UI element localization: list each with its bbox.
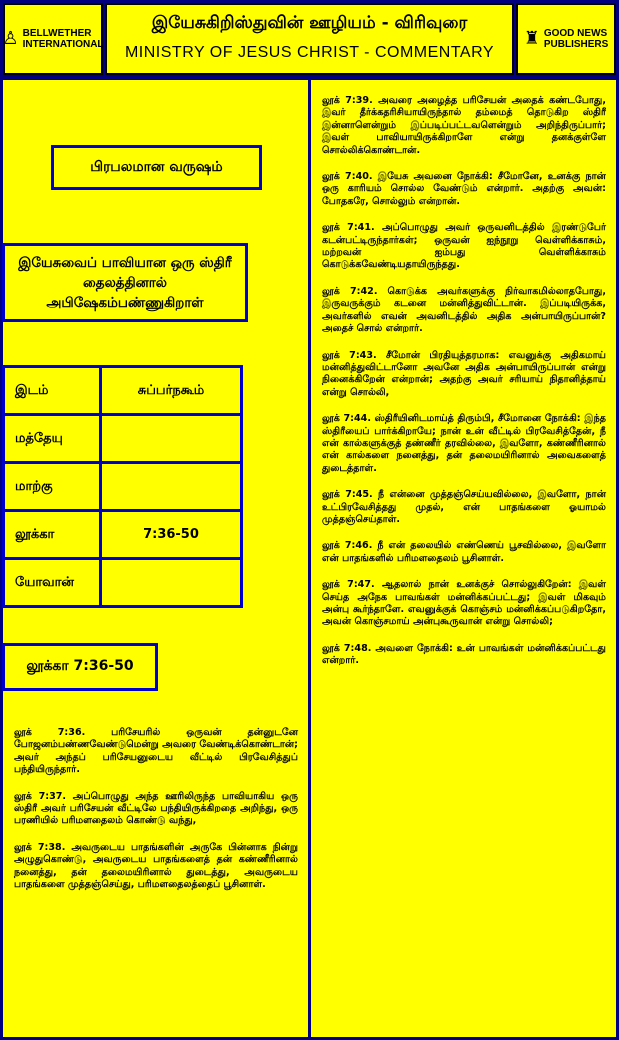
ref-cell: 7:36-50 [101,511,242,559]
verse-paragraph: லூக் 7:36. பரிசேயரில் ஒருவன் தன்னுடனே போஜனம்பண்ணவேண்டுமென்று அவரை வேண்டிக்கொண்டான்; அவர் அந்தப் பரிசேயனுடைய வீட்டில் பிரவேசித்துப் பந்தியிருந்தார். [14,727,298,776]
subject-title: இயேசுவைப் பாவியான ஒரு ஸ்திரீ தைலத்தினால் அபிஷேகம்பண்ணுகிறாள் [18,254,232,311]
title-tamil: இயேசுகிறிஸ்துவின் ஊழியம் - விரிவுரை [151,13,468,33]
table-header-row [4,367,242,415]
header-synopsis: சுப்பர்நகூம் [101,367,242,415]
building-icon: ♜ [523,28,540,49]
table-row [4,415,242,463]
verse-paragraph: லூக் 7:40. இயேசு அவனை நோக்கி: சீமோனே, உனக்கு நான் ஒரு காரியம் சொல்ல வேண்டும் என்றார். அதற்கு அவன்: போதகரே, சொல்லும் என்றான். [322,171,606,207]
book-cell: மாற்கு [4,463,101,511]
header-title [105,3,514,75]
table-row [4,511,242,559]
book-cell: மத்தேயு [4,415,101,463]
year-label-box [51,145,262,190]
verse-paragraph: லூக் 7:43. சீமோன் பிரதியுத்தரமாக: எவனுக்கு அதிகமாய் மன்னித்துவிட்டானோ அவனே அதிக அன்பாயிருப்பான் என்று நினைக்கிறேன் என்றான்; அதற்கு அவர் சரியாய் நிதானித்தாய் என்று சொல்லி, [322,349,606,398]
bellwether-logo [3,3,103,75]
ref-cell [101,415,242,463]
verse-paragraph: லூக் 7:42. கொடுக்க அவர்களுக்கு நிர்வாகமில்லாதபோது, இருவருக்கும் கடனை மன்னித்துவிட்டான். இப்படியிருக்க, அவர்களில் எவன் அவனிடத்தில் அதிக அன்பாயிருப்பான்? அதைச் சொல் என்றார். [322,285,606,335]
verse-paragraph: லூக் 7:47. ஆதலால் நான் உனக்குச் சொல்லுகிறேன்: இவள் செய்த அநேக பாவங்கள் மன்னிக்கப்பட்டது; இவள் மிகவும் அன்பு கூர்ந்தாளே. எவனுக்குக் கொஞ்சம் மன்னிக்கப்படுகிறதோ, அவன் கொஞ்சமாய் அன்புகூருவான் என்று சொல்லி; [322,579,606,628]
verse-paragraph: லூக் 7:46. நீ என் தலையில் எண்ணெய் பூசவில்லை, இவளோ என் பாதங்களில் பரிமளதைலம் பூசினாள். [322,540,606,564]
verse-paragraph: லூக் 7:45. நீ என்னை முத்தஞ்செய்யவில்லை, இவளோ, நான் உட்பிரவேசித்தது முதல், என் பாதங்களை ஓயாமல் முத்தஞ்செய்தாள். [322,489,606,525]
verse-paragraph: லூக் 7:38. அவருடைய பாதங்களின் அருகே பின்னாக நின்று அழுதுகொண்டு, அவருடைய பாதங்களைத் தன் கண்ணீரினால் நனைத்து, தன் தலைமயிரினால் துடைத்து, அவருடைய பாதங்களை முத்தஞ்செய்து, பரிமளதைலத்தைப் பூசினாள். [14,841,298,891]
verse-paragraph: லூக் 7:48. அவளை நோக்கி: உன் பாவங்கள் மன்னிக்கப்பட்டது என்றார். [322,642,606,667]
table-row [4,463,242,511]
table-row [4,559,242,607]
verse-paragraph: லூக் 7:39. அவரை அழைத்த பரிசேயன் அதைக் கண்டபோது, இவர் தீர்க்கதரிசியாயிருந்தால் தம்மைத் தொடுகிற ஸ்திரீ இன்னாளென்றும் இப்படிப்பட்டவளென்றும் அறிந்திருப்பார்; இவள் பாவியாயிருக்கிறாளே என்று தனக்குள்ளே சொல்லிக்கொண்டான். [322,95,606,156]
title-english: MINISTRY OF JESUS CHRIST - COMMENTARY [124,44,495,61]
left-logo-line-1: BELLWETHER [22,28,92,39]
ref-cell [101,559,242,607]
passage-ref-box [2,643,158,691]
verse-paragraph: லூக் 7:44. ஸ்திரீயினிடமாய்த் திரும்பி, சீமோனை நோக்கி: இந்த ஸ்திரீயைப் பார்க்கிறாயே; நான் உன் வீட்டில் பிரவேசித்தேன், நீ என் கால்களுக்குத் தண்ணீர் தரவில்லை, இவளோ, கண்ணீரினால் என் கால்களை நனைத்து, தன் தலைமயிரினால் அவைகளைத் துடைத்தாள். [322,413,606,474]
right-logo-line-1: GOOD NEWS [543,28,608,39]
passage-ref: லூக்கா 7:36-50 [26,658,134,674]
left-logo-line-2: INTERNATIONAL [22,39,104,50]
lamp-icon: ♙ [2,28,19,49]
verse-paragraph: லூக் 7:41. அப்பொழுது அவர் ஒருவனிடத்தில் இரண்டுபேர் கடன்பட்டிருந்தார்கள்; ஒருவன் ஐந்நூறு வெள்ளிக்காசும், மற்றவன் ஐம்பது வெள்ளிக்காசும் கொடுக்கவேண்டியதாயிருந்தது. [322,222,606,271]
right-logo-line-2: PUBLISHERS [543,39,609,50]
left-verses [14,727,298,905]
book-cell: லூக்கா [4,511,101,559]
subject-box [2,243,248,322]
reference-table [2,365,243,608]
book-cell: யோவான் [4,559,101,607]
right-verses [322,95,606,682]
ref-cell [101,463,242,511]
good-news-logo [516,3,616,75]
verse-paragraph: லூக் 7:37. அப்பொழுது அந்த ஊரிலிருந்த பாவியாகிய ஒரு ஸ்திரீ அவர் பரிசேயன் வீட்டிலே பந்தியிருக்கிறதை அறிந்து, ஒரு பரணியில் பரிமளதைலம் கொண்டு வந்து, [14,790,298,827]
header-place: இடம் [4,367,101,415]
year-label: பிரபலமான வருஷம் [90,158,223,175]
